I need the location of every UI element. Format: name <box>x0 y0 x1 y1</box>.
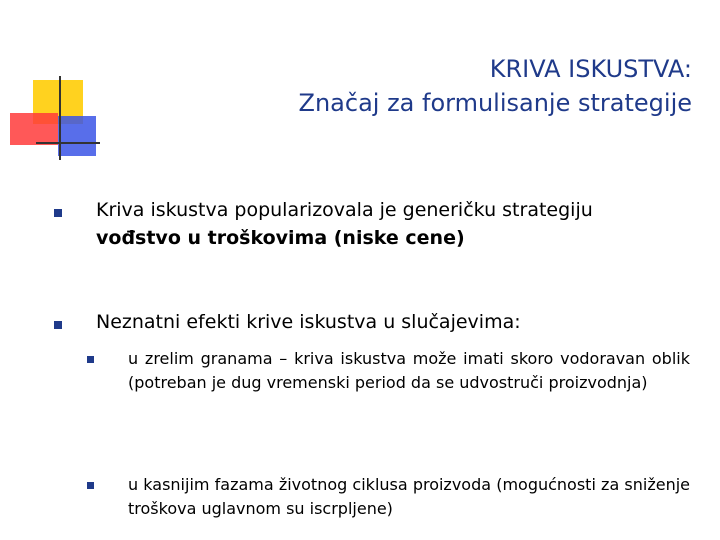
bullet-2-text: Neznatni efekti krive iskustva u slučajevima: <box>96 311 521 333</box>
sub-bullet-marker <box>87 482 94 489</box>
logo-blue-square <box>58 116 96 156</box>
decorative-logo <box>0 0 110 170</box>
sub-bullet-text-1: u zrelim granama – kriva iskustva može imati skoro vodoravan oblik (potreban je dug vremenski period da se udvostruči proizvodnja) <box>128 349 690 392</box>
sub-bullet-marker <box>87 356 94 363</box>
bullet-marker <box>54 209 62 217</box>
slide-title <box>132 52 692 120</box>
bullet-1-bold-text: vođstvo u troškovima (niske cene) <box>96 227 465 249</box>
title-line-1: KRIVA ISKUSTVA: <box>489 55 692 83</box>
bullet-text-1 <box>96 196 696 252</box>
logo-red-square <box>10 113 58 145</box>
bullet-text-2 <box>96 308 696 336</box>
bullet-marker <box>54 321 62 329</box>
sub-bullet-text-2: u kasnijim fazama životnog ciklusa proizvoda (mogućnosti za sniženje troškova uglavnom su iscrpljene) <box>128 475 690 518</box>
title-line-2: Značaj za formulisanje strategije <box>298 89 692 117</box>
bullet-1-text: Kriva iskustva popularizovala je generičku strategiju <box>96 199 593 221</box>
